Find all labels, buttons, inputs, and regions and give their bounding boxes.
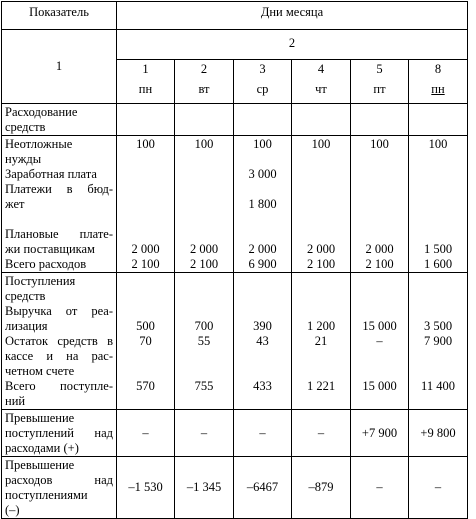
cell-value: 700 [194,319,214,333]
cell-value [292,349,350,364]
cell-value: 100 [194,137,214,151]
expenses-day-8 [409,136,468,273]
cell-value [351,182,408,197]
expenses-day-2 [175,136,234,273]
receipts-day-3 [234,273,292,410]
cell-value [175,212,233,227]
excess-expenses-day-4: –879 [292,457,351,519]
label-cash-balance: Остаток средств в [5,334,113,348]
cell-value [175,274,233,289]
expenses-labels: Неотложные нужды Заработная плата Платежи в бюд- жет Плановые плате- жи поставщикам Всего расходов [2,136,117,273]
cell-value [175,349,233,364]
cell-value [351,364,408,379]
header-column-number-1: 1 [2,30,117,104]
expenses-row [2,136,468,273]
excess-expenses-day-2: –1 345 [175,457,234,519]
cell-value [234,227,291,242]
cell-value [409,152,467,167]
cell-value [351,167,408,182]
cell-value [409,197,467,212]
cell-value [175,289,233,304]
cell-value [117,364,174,379]
cell-value: 11 400 [421,379,455,393]
label-receipts-title: Поступления [5,274,76,288]
header-days-of-month: Дни месяца [117,2,468,30]
cell-value [117,152,174,167]
cell-value [292,197,350,212]
receipts-labels: Поступления средств Выручка от реа- лизация Остаток средств в кассе и на рас- четном счете Всего поступле- ний [2,273,117,410]
cell-value [409,274,467,289]
weekday: пт [373,82,386,96]
day-number: 1 [142,62,149,76]
cell-value: 2 000 [189,242,219,256]
day-column-3 [234,60,292,104]
cell-value [175,182,233,197]
excess-receipts-day-5: +7 900 [351,410,409,457]
cell-value [175,304,233,319]
weekday: ср [256,82,269,96]
header-column-number-2: 2 [117,30,468,60]
cell-value [409,364,467,379]
cash-flow-table [1,1,468,519]
day-column-4 [292,60,351,104]
cell-value [409,212,467,227]
cell-value [117,212,174,227]
cell-value [117,182,174,197]
cell-value: 100 [311,137,331,151]
cell-value: 570 [136,379,155,393]
cell-value: 2 100 [306,257,336,271]
expenses-day-4 [292,136,351,273]
excess-expenses-row [2,457,468,519]
day-column-2 [175,60,234,104]
cell-value: 70 [139,334,152,348]
expenses-day-5 [351,136,409,273]
receipts-day-1 [117,273,175,410]
excess-receipts-row [2,410,468,457]
cell-value: 2 000 [131,242,160,256]
cell-value: 1 600 [423,257,453,271]
day-column-1 [117,60,175,104]
cell-value [292,212,350,227]
cell-value: 2 100 [189,257,219,271]
cell-value [117,274,174,289]
cell-value [409,167,467,182]
excess-receipts-day-1: – [117,410,175,457]
cell-value: 6 900 [248,257,277,271]
cell-value [234,182,291,197]
cell-value [234,212,291,227]
cell-value [175,227,233,242]
cell-value [409,349,467,364]
header-indicator: Показатель [2,2,117,30]
header-row-2 [2,30,468,60]
cell-value: 21 [314,334,328,348]
label-urgent-needs: Неотложные [5,137,73,151]
day-number: 8 [434,62,442,76]
cell-value [117,289,174,304]
day-number: 4 [317,62,325,76]
cell-value [117,304,174,319]
cell-value [292,274,350,289]
label-supplier-payments: Плановые плате- [5,227,113,241]
header-row-1 [2,2,468,30]
cell-value [234,349,291,364]
label-sales-revenue: Выручка от реа- [5,304,113,318]
cell-value: 100 [136,137,155,151]
cell-value [351,227,408,242]
spending-section-title: Расходование средств [2,104,117,136]
cell-value: 15 000 [362,319,397,333]
cell-value [351,289,408,304]
cell-value [351,349,408,364]
cell-value: 2 100 [365,257,394,271]
cell-value: – [376,334,383,348]
cell-value: 100 [253,137,272,151]
cell-value [117,167,174,182]
cell-value [351,304,408,319]
cell-value: 15 000 [362,379,397,393]
receipts-day-5 [351,273,409,410]
excess-receipts-day-3: – [234,410,292,457]
cell-value: 390 [253,319,272,333]
cell-value: 2 000 [248,242,277,256]
cell-value [234,152,291,167]
cell-value [351,394,408,409]
cell-value [409,227,467,242]
cell-value [117,197,174,212]
receipts-row [2,273,468,410]
cell-value: 755 [194,379,214,393]
cell-value [292,394,350,409]
cell-value [409,182,467,197]
cell-value: 1 221 [306,379,336,393]
receipts-day-8 [409,273,468,410]
excess-expenses-day-8: – [409,457,468,519]
day-number: 3 [259,62,266,76]
excess-receipts-day-8: +9 800 [409,410,468,457]
cell-value [117,394,174,409]
cell-value [234,289,291,304]
excess-expenses-label: Превышение расходов над поступлениями (–) [2,457,117,519]
cell-value [292,182,350,197]
cell-value: 100 [370,137,389,151]
receipts-day-2 [175,273,234,410]
expenses-day-3 [234,136,292,273]
cell-value [175,394,233,409]
cell-value [292,167,350,182]
receipts-day-4 [292,273,351,410]
excess-receipts-day-4: – [292,410,351,457]
weekday: пн [431,82,445,96]
cell-value [234,304,291,319]
cell-value [292,304,350,319]
excess-receipts-day-2: – [175,410,234,457]
cell-value: 55 [197,334,211,348]
cell-value [175,152,233,167]
cell-value [409,289,467,304]
cell-value [351,152,408,167]
cell-value: 43 [256,334,269,348]
cell-value [292,227,350,242]
weekday: пн [138,82,153,96]
cell-value: 2 100 [131,257,160,271]
cell-value: 2 000 [365,242,394,256]
cell-value [175,197,233,212]
cell-value [117,349,174,364]
excess-expenses-day-1: –1 530 [117,457,175,519]
cell-value [351,274,408,289]
weekday: чт [315,82,327,96]
cell-value [117,227,174,242]
label-total-receipts: Всего поступле- [5,379,113,393]
cell-value [175,167,233,182]
cell-value [351,212,408,227]
cell-value: 2 000 [306,242,336,256]
cell-value [409,394,467,409]
cell-value [351,197,408,212]
excess-receipts-label: Превышение поступлений над расходами (+) [2,410,117,457]
day-column-6 [409,60,468,104]
day-number: 2 [200,62,208,76]
cell-value [234,394,291,409]
cell-value: 100 [428,137,448,151]
cell-value [234,274,291,289]
cell-value: 433 [253,379,272,393]
cell-value: 1 200 [306,319,336,333]
cell-value [234,364,291,379]
cell-value: 3 000 [248,167,277,181]
cell-value [409,304,467,319]
excess-expenses-day-3: –6467 [234,457,292,519]
label-salary: Заработная плата [5,167,97,181]
cell-value: 500 [136,319,155,333]
day-column-5 [351,60,409,104]
cell-value: 3 500 [423,319,453,333]
cell-value: 1 800 [248,197,277,211]
expenses-day-1 [117,136,175,273]
cell-value [175,364,233,379]
excess-expenses-day-5: – [351,457,409,519]
cell-value [292,289,350,304]
label-total-expenses: Всего расходов [5,257,87,271]
label-budget-payments: Платежи в бюд- [5,182,113,196]
cell-value [292,152,350,167]
cell-value: 1 500 [423,242,453,256]
weekday: вт [198,82,210,96]
day-number: 5 [376,62,383,76]
spending-section-row [2,104,468,136]
cell-value: 7 900 [423,334,453,348]
cell-value [292,364,350,379]
